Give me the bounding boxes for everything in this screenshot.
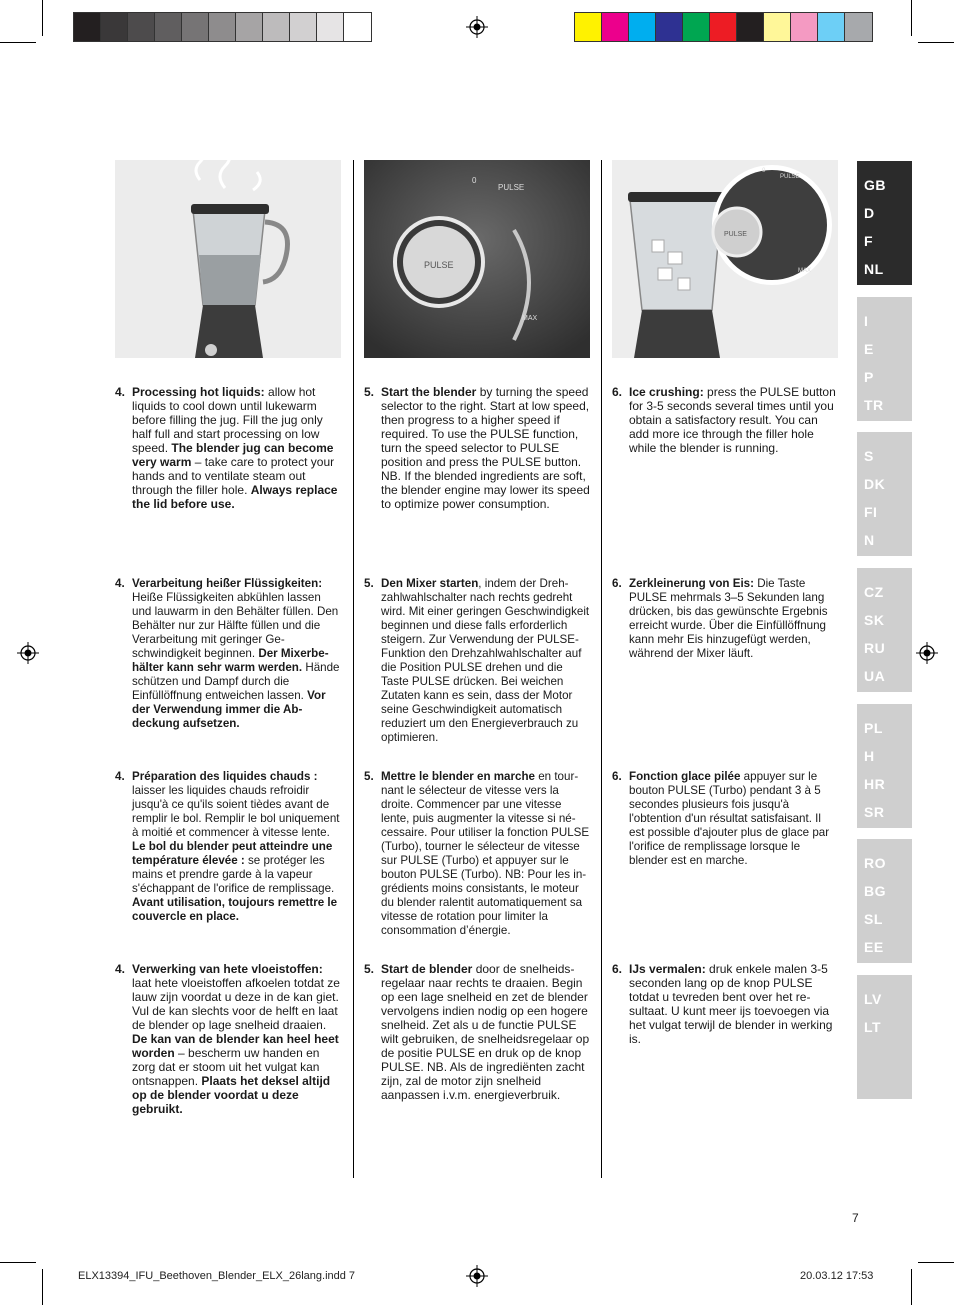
- speed-selector-image: [364, 160, 590, 358]
- color-swatch: [629, 13, 656, 41]
- language-group-3: [857, 432, 912, 556]
- crop-mark: [911, 0, 912, 36]
- color-swatch: [209, 13, 236, 41]
- grayscale-calibration-bar: [73, 12, 372, 42]
- step-6-nl: 6. IJs vermalen: druk enkele malen 3-5 seconden lang op de knop PULSE totdat u tevreden bent over het resultaat. U kunt meer ijs toevoegen via het vulgat terwijl de blender in werking is.: [612, 962, 833, 1046]
- zero-label: 0: [762, 168, 766, 174]
- step-4-nl: 4. Verwerking van hete vloeistoffen: laat hete vloeistoffen afkoelen totdat ze lauw zijn voordat u deze in de kan giet. Vul de kan slechts voor de helft en laat de blender op lage snelheid draaien. De kan van de blender kan heel heet worden – bescherm uw handen en zorg dat er stoom uit het vulgat kan ontsnappen. Plaats het deksel altijd op de blender voordat u deze gebruikt.: [115, 962, 340, 1116]
- language-group-6: [857, 839, 912, 963]
- ice-crushing-image: [612, 160, 838, 358]
- max-label: MAX: [798, 268, 812, 274]
- lang-sl: SL: [864, 911, 883, 927]
- language-group-5: [857, 704, 912, 828]
- lang-pl: PL: [864, 720, 883, 736]
- lang-lt: LT: [864, 1019, 882, 1035]
- step-4-en: 4. Processing hot liquids: allow hot liquids to cool down until lukewarm before filling the jug. Fill the jug only half full and start processing on low speed. The blender jug can become very warm – take care to protect your hands and to ventilate steam out through the filler hole. Always replace the lid before use.: [115, 385, 338, 511]
- language-group-4: [857, 568, 912, 692]
- color-swatch: [602, 13, 629, 41]
- pulse-top-label: PULSE: [498, 183, 525, 192]
- lang-sk: SK: [864, 612, 885, 628]
- lang-tr: TR: [864, 397, 884, 413]
- lang-ee: EE: [864, 939, 884, 955]
- lang-fi: FI: [864, 504, 878, 520]
- step-6-en: 6. Ice crushing: press the PULSE button for 3-5 seconds several times until you obtain a satisfactory result. You can add more ice through the filler hole while the blender is running.: [612, 385, 836, 455]
- lang-e: E: [864, 341, 874, 357]
- hot-liquid-blender-image: [115, 160, 341, 358]
- color-swatch: [74, 13, 101, 41]
- color-swatch: [575, 13, 602, 41]
- color-swatch: [155, 13, 182, 41]
- lang-gb: GB: [864, 177, 886, 193]
- color-swatch: [317, 13, 344, 41]
- lang-sr: SR: [864, 804, 885, 820]
- color-swatch: [710, 13, 737, 41]
- crop-mark: [918, 1262, 954, 1263]
- language-group-1: [857, 161, 912, 285]
- footer-date: 20.03.12 17:53: [800, 1270, 874, 1282]
- registration-mark-icon: [916, 642, 938, 664]
- color-swatch: [683, 13, 710, 41]
- color-swatch: [791, 13, 818, 41]
- crop-mark: [42, 0, 43, 36]
- crop-mark: [42, 1269, 43, 1305]
- step-5-en: 5. Start the blender by turning the speed selector to the right. Start at low speed, then progress to a higher speed if required. To use the PULSE function, turn the speed selector to PULSE position and press the PULSE button. NB. If the blended ingredients are soft, the blender engine may lower its speed to optimize power consumption.: [364, 385, 590, 511]
- lang-p: P: [864, 369, 874, 385]
- step-5-nl: 5. Start de blender door de snelheidsregelaar naar rechts te draaien. Begin op een lage snelheid en zet de blender vervolgens indien nodig op een hogere snelheid. Zet als u de functie PULSE wilt gebruiken, de snelheidsregelaar op de positie PULSE en druk op de knop PULSE. NB. Als de ingrediënten zacht zijn, zal de motor zijn snelheid aanpassen i.v.m. energieverbruik.: [364, 962, 590, 1102]
- color-swatch: [290, 13, 317, 41]
- language-group-7: [857, 975, 912, 1099]
- color-swatch: [128, 13, 155, 41]
- language-group-2: [857, 297, 912, 421]
- crop-mark: [911, 1269, 912, 1305]
- registration-mark-icon: [466, 16, 488, 38]
- registration-mark-icon: [466, 1265, 488, 1287]
- crop-mark: [918, 42, 954, 43]
- step-5-de: 5. Den Mixer starten, indem der Drehzahlwahlschalter nach rechts gedreht wird. Mit einer geringen Geschwindigkeit beginnen und diese falls erforderlich steigern. Zur Verwendung der PULSE-Funktion den Drehzahlwahlschalter auf die Position PULSE drehen und die Taste PULSE drücken. Bei weichen Zutaten kann es sein, dass der Motor seine Geschwindigkeit automatisch reduziert um den Energieverbrauch zu optimieren.: [364, 577, 590, 744]
- lang-ua: UA: [864, 668, 886, 684]
- crop-mark: [0, 42, 36, 43]
- column-divider: [601, 160, 602, 1178]
- step-6-de: 6. Zerkleinerung von Eis: Die Taste PULSE mehrmals 3–5 Sekunden lang drücken, bis das gewünschte Ergebnis erreicht wurde. Über die Einfüllöffnung kann mehr Eis hinzugefügt werden, während der Mixer läuft.: [612, 577, 828, 660]
- step-4-fr: 4. Préparation des liquides chauds : laisser les liquides chauds refroidir jusqu'à ce qu'ils soient tièdes avant de remplir le bol. Remplir le bol uniquement à moitié et commencer à vitesse lente. Le bol du blender peut atteindre une température élevée : se protéger les mains et prendre garde à la vapeur s'échappant de l'orifice de remplissage. Avant utilisation, toujours remettre le couvercle en place.: [115, 770, 340, 923]
- step-4-de: 4. Verarbeitung heißer Flüssigkeiten: Heiße Flüssigkeiten abkühlen lassen und lauwarm in den Behälter füllen. Den Behälter nur zur Hälfte füllen und die Verarbeitung mit geringer Geschwindigkeit beginnen. Der Mixerbehälter kann sehr warm werden. Hände schützen und Dampf durch die Einfüllöffnung entweichen lassen. Vor der Verwendung immer die Abdeckung aufsetzen.: [115, 577, 340, 730]
- color-swatch: [182, 13, 209, 41]
- step-5-fr: 5. Mettre le blender en marche en tournant le sélecteur de vitesse vers la droite. Commencer par une vitesse lente, puis augmenter la vitesse si nécessaire. Pour utiliser la fonction PULSE (Turbo), tourner le sélecteur de vitesse sur PULSE (Turbo) et appuyer sur le bouton PULSE (Turbo). NB: Pour les ingrédients moins consistants, le moteur du blender ralentit automatiquement sa vitesse de rotation pour limiter la consommation d’énergie.: [364, 770, 590, 937]
- lang-i: I: [864, 313, 869, 329]
- color-swatch: [236, 13, 263, 41]
- color-calibration-bar: [574, 12, 873, 42]
- color-swatch: [737, 13, 764, 41]
- zero-label: 0: [472, 176, 477, 185]
- lang-nl: NL: [864, 261, 884, 277]
- lang-lv: LV: [864, 991, 882, 1007]
- page-number: 7: [852, 1211, 859, 1225]
- crop-mark: [0, 1262, 36, 1263]
- pulse-button-label: PULSE: [424, 260, 454, 270]
- footer-filename: ELX13394_IFU_Beethoven_Blender_ELX_26lang.indd 7: [78, 1270, 356, 1282]
- lang-dk: DK: [864, 476, 886, 492]
- lang-d: D: [864, 205, 875, 221]
- color-swatch: [764, 13, 791, 41]
- color-swatch: [818, 13, 845, 41]
- lang-h: H: [864, 748, 875, 764]
- color-swatch: [101, 13, 128, 41]
- color-swatch: [656, 13, 683, 41]
- color-swatch: [845, 13, 872, 41]
- lang-f: F: [864, 233, 874, 249]
- pulse-top-label: PULSE: [780, 174, 800, 180]
- max-label: MAX: [522, 315, 538, 322]
- lang-ru: RU: [864, 640, 886, 656]
- pulse-button-label: PULSE: [724, 231, 747, 238]
- lang-hr: HR: [864, 776, 886, 792]
- lang-n: N: [864, 532, 875, 548]
- lang-s: S: [864, 448, 874, 464]
- lang-cz: CZ: [864, 584, 884, 600]
- lang-ro: RO: [864, 855, 886, 871]
- color-swatch: [263, 13, 290, 41]
- step-6-fr: 6. Fonction glace pilée appuyer sur le bouton PULSE (Turbo) pendant 3 à 5 secondes plusieurs fois jusqu'à l'obtention d'un résultat satisfaisant. Il est possible d'ajouter plus de glace par l'orifice de remplissage lorsque le blender est en marche.: [612, 770, 830, 867]
- column-divider: [353, 160, 354, 1178]
- registration-mark-icon: [17, 642, 39, 664]
- color-swatch: [344, 13, 371, 41]
- lang-bg: BG: [864, 883, 886, 899]
